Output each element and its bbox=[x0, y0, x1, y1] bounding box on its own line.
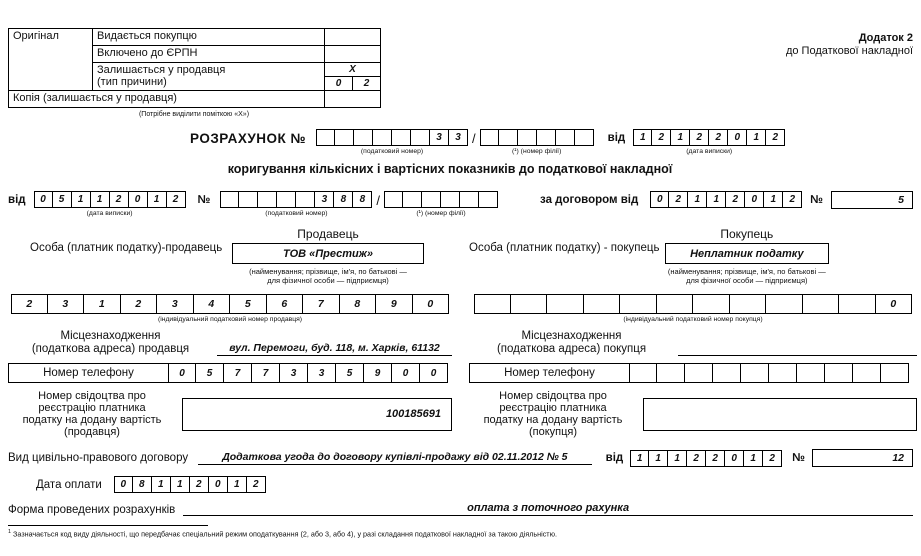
grid-cell[interactable]: 2 bbox=[121, 294, 158, 314]
grid-cell[interactable] bbox=[741, 363, 769, 383]
title-from-label: від bbox=[607, 132, 626, 144]
grid-cell[interactable]: 1 bbox=[72, 191, 91, 208]
contract-type-value[interactable]: Додаткова угода до договору купівлі-продажу від 02.11.2012 № 5 bbox=[198, 451, 592, 465]
grid-cell[interactable]: 1 bbox=[84, 294, 121, 314]
grid-cell[interactable]: 2 bbox=[690, 129, 709, 146]
grid-cell[interactable]: 2 bbox=[709, 129, 728, 146]
grid-cell[interactable]: 8 bbox=[133, 476, 152, 493]
grid-cell[interactable] bbox=[277, 191, 296, 208]
grid-cell[interactable] bbox=[657, 294, 694, 314]
grid-cell[interactable]: 2 bbox=[726, 191, 745, 208]
grid-cell[interactable]: 0 bbox=[876, 294, 913, 314]
grid-cell[interactable]: 1 bbox=[668, 450, 687, 467]
grid-cell[interactable] bbox=[479, 191, 498, 208]
grid-cell[interactable]: 0 bbox=[129, 191, 148, 208]
buyer-cert-box[interactable] bbox=[643, 398, 917, 431]
grid-cell[interactable]: 0 bbox=[209, 476, 228, 493]
settlement-row bbox=[8, 502, 913, 516]
seller-cert-label: Номер свідоцтва про реєстрацію платника податку на додану вартість (продавця) bbox=[22, 390, 162, 438]
grid-cell[interactable] bbox=[657, 363, 685, 383]
copy-label: Копія (залишається у продавця) bbox=[9, 91, 325, 108]
grid-cell[interactable] bbox=[316, 129, 335, 146]
grid-cell[interactable]: 2 bbox=[167, 191, 186, 208]
title-date-grid bbox=[633, 129, 785, 146]
ref-branch-group bbox=[384, 191, 498, 217]
grid-cell[interactable]: 3 bbox=[308, 363, 336, 383]
grid-cell[interactable]: 1 bbox=[688, 191, 707, 208]
title-row bbox=[190, 129, 921, 155]
grid-cell[interactable] bbox=[460, 191, 479, 208]
grid-cell[interactable] bbox=[853, 363, 881, 383]
form-title: РОЗРАХУНОК № bbox=[190, 131, 307, 146]
title-tax-number-group bbox=[316, 129, 468, 155]
grid-cell[interactable]: 1 bbox=[671, 129, 690, 146]
grid-cell[interactable] bbox=[730, 294, 767, 314]
title-branch-grid bbox=[480, 129, 594, 146]
grid-cell[interactable] bbox=[693, 294, 730, 314]
footnote bbox=[8, 525, 913, 538]
grid-cell[interactable] bbox=[480, 129, 499, 146]
grid-cell[interactable]: 2 bbox=[247, 476, 266, 493]
seller-address-value[interactable]: вул. Перемоги, буд. 118, м. Харків, 61132 bbox=[217, 342, 452, 356]
appendix-header bbox=[786, 32, 913, 58]
footnote-marker: 1 bbox=[8, 529, 12, 535]
buyer-phone-row bbox=[469, 363, 917, 383]
buyer-phone-label: Номер телефону bbox=[469, 363, 629, 383]
buyer-name-caption: (найменування; прізвище, ім'я, по батькові — для фізичної особи — підприємця) bbox=[667, 267, 826, 285]
grid-cell[interactable]: 3 bbox=[48, 294, 85, 314]
buyer-name-box[interactable]: Неплатник податку bbox=[665, 243, 829, 264]
grid-cell[interactable] bbox=[296, 191, 315, 208]
seller-name-box[interactable]: ТОВ «Престиж» bbox=[232, 243, 424, 264]
seller-phone-grid bbox=[168, 363, 448, 383]
grid-cell[interactable]: 1 bbox=[228, 476, 247, 493]
contract-date-from-label: від bbox=[605, 452, 624, 464]
contract-agreement-number-label: № bbox=[792, 452, 806, 464]
ref-branch-grid bbox=[384, 191, 498, 208]
reason-type-digit-2[interactable]: 2 bbox=[353, 77, 381, 91]
grid-cell[interactable]: 2 bbox=[110, 191, 129, 208]
seller-name-caption: (найменування; прізвище, ім'я, по батькові — для фізичної особи — підприємця) bbox=[249, 267, 407, 285]
ref-date-group bbox=[34, 191, 186, 217]
original-copy-table bbox=[8, 28, 381, 108]
grid-cell[interactable] bbox=[584, 294, 621, 314]
remains-with-seller-label: Залишається у продавця (тип причини) bbox=[93, 63, 325, 91]
seller-phone-label: Номер телефону bbox=[8, 363, 168, 383]
settlement-value[interactable]: оплата з поточного рахунка bbox=[183, 502, 913, 516]
contract-agreement-date-grid bbox=[630, 450, 782, 467]
seller-name-group bbox=[232, 227, 424, 285]
grid-cell[interactable]: 1 bbox=[747, 129, 766, 146]
seller-header: Продавець bbox=[297, 227, 359, 241]
grid-cell[interactable] bbox=[373, 129, 392, 146]
grid-cell[interactable] bbox=[537, 129, 556, 146]
grid-cell[interactable]: 0 bbox=[725, 450, 744, 467]
contract-type-row bbox=[8, 449, 913, 467]
seller-tax-id-caption: (індивідуальний податковий номер продавця) bbox=[157, 316, 303, 323]
buyer-name-group bbox=[665, 227, 829, 285]
grid-cell[interactable]: 2 bbox=[687, 450, 706, 467]
contract-number-label: № bbox=[810, 194, 824, 206]
tax-adjustment-form bbox=[0, 28, 921, 556]
grid-cell[interactable]: 8 bbox=[340, 294, 377, 314]
title-slash: / bbox=[472, 131, 476, 146]
grid-cell[interactable]: 1 bbox=[171, 476, 190, 493]
grid-cell[interactable]: 3 bbox=[280, 363, 308, 383]
buyer-address-value[interactable] bbox=[678, 342, 917, 356]
buyer-address-label: Місцезнаходження (податкова адреса) покупця bbox=[496, 330, 647, 355]
grid-cell[interactable] bbox=[825, 363, 853, 383]
footnote-text: $^1$ Зазначається код виду діяльності, що передбачає спеціальний режим оподаткування (2, або 3, або 4), у разі складання податкової накладної за такою діяльністю. bbox=[8, 529, 557, 539]
grid-cell[interactable]: 0 bbox=[420, 363, 448, 383]
grid-cell[interactable]: 2 bbox=[11, 294, 48, 314]
ref-date-grid bbox=[34, 191, 186, 208]
remains-with-seller-mark[interactable]: X bbox=[325, 63, 381, 77]
grid-cell[interactable]: 0 bbox=[392, 363, 420, 383]
grid-cell[interactable]: 2 bbox=[706, 450, 725, 467]
buyer-phone-grid bbox=[629, 363, 909, 383]
buyer-cert-row bbox=[469, 390, 917, 438]
grid-cell[interactable]: 1 bbox=[91, 191, 110, 208]
grid-cell[interactable] bbox=[575, 129, 594, 146]
grid-cell[interactable] bbox=[685, 363, 713, 383]
grid-cell[interactable] bbox=[474, 294, 511, 314]
grid-cell[interactable]: 1 bbox=[152, 476, 171, 493]
grid-cell[interactable] bbox=[422, 191, 441, 208]
grid-cell[interactable] bbox=[547, 294, 584, 314]
appendix-title: Додаток 2 bbox=[858, 32, 913, 44]
title-date-group bbox=[633, 129, 785, 155]
grid-cell[interactable]: 3 bbox=[157, 294, 194, 314]
grid-cell[interactable]: 3 bbox=[315, 191, 334, 208]
issued-to-buyer-checkbox[interactable] bbox=[325, 29, 381, 46]
buyer-tax-id-grid bbox=[474, 294, 912, 314]
buyer-tax-id-group bbox=[469, 294, 917, 323]
grid-cell[interactable]: 0 bbox=[34, 191, 53, 208]
grid-cell[interactable]: 5 bbox=[196, 363, 224, 383]
grid-cell[interactable]: 9 bbox=[364, 363, 392, 383]
grid-cell[interactable]: 1 bbox=[707, 191, 726, 208]
issued-to-buyer-label: Видається покупцю bbox=[93, 29, 325, 46]
grid-cell[interactable]: 7 bbox=[252, 363, 280, 383]
original-label: Оригінал bbox=[9, 29, 93, 91]
seller-cert-row bbox=[8, 390, 452, 438]
grid-cell[interactable] bbox=[839, 294, 876, 314]
grid-cell[interactable] bbox=[518, 129, 537, 146]
grid-cell[interactable] bbox=[629, 363, 657, 383]
ref-number-grid bbox=[220, 191, 372, 208]
grid-cell[interactable]: 9 bbox=[376, 294, 413, 314]
grid-cell[interactable] bbox=[441, 191, 460, 208]
grid-cell[interactable]: 7 bbox=[303, 294, 340, 314]
grid-cell[interactable]: 4 bbox=[194, 294, 231, 314]
seller-column bbox=[8, 227, 452, 438]
copy-checkbox[interactable] bbox=[325, 91, 381, 108]
settlement-label: Форма проведених розрахунків bbox=[8, 504, 176, 516]
seller-phone-row bbox=[8, 363, 452, 383]
title-date-caption: (дата виписки) bbox=[686, 148, 733, 155]
grid-cell[interactable]: 1 bbox=[633, 129, 652, 146]
buyer-column bbox=[469, 227, 917, 438]
grid-cell[interactable] bbox=[766, 294, 803, 314]
grid-cell[interactable]: 1 bbox=[649, 450, 668, 467]
grid-cell[interactable]: 2 bbox=[766, 129, 785, 146]
grid-cell[interactable] bbox=[556, 129, 575, 146]
payment-date-row bbox=[36, 476, 913, 493]
title-tax-number-grid bbox=[316, 129, 468, 146]
seller-address-row bbox=[8, 330, 452, 356]
grid-cell[interactable] bbox=[258, 191, 277, 208]
included-erpn-label: Включено до ЄРПН bbox=[93, 46, 325, 63]
grid-cell[interactable]: 1 bbox=[148, 191, 167, 208]
grid-cell[interactable] bbox=[220, 191, 239, 208]
grid-cell[interactable]: 2 bbox=[669, 191, 688, 208]
payment-date-grid bbox=[114, 476, 266, 493]
mark-note: (Потрібне виділити поміткою «Х») bbox=[138, 111, 250, 118]
grid-cell[interactable]: 8 bbox=[353, 191, 372, 208]
grid-cell[interactable]: 2 bbox=[783, 191, 802, 208]
seller-tax-id-group bbox=[8, 294, 452, 323]
contract-agreement-number-box[interactable]: 12 bbox=[812, 449, 913, 467]
grid-cell[interactable]: 1 bbox=[744, 450, 763, 467]
grid-cell[interactable] bbox=[354, 129, 373, 146]
grid-cell[interactable] bbox=[384, 191, 403, 208]
grid-cell[interactable]: 0 bbox=[413, 294, 450, 314]
contract-from-label: за договором від bbox=[540, 194, 639, 206]
grid-cell[interactable] bbox=[392, 129, 411, 146]
contract-type-label: Вид цивільно-правового договору bbox=[8, 452, 189, 464]
buyer-tax-id-caption: (індивідуальний податковий номер покупця) bbox=[623, 316, 763, 323]
reason-type-digit-1[interactable]: 0 bbox=[325, 77, 353, 91]
grid-cell[interactable] bbox=[881, 363, 909, 383]
form-subtitle: коригування кількісних і вартісних показників до податкової накладної bbox=[227, 162, 673, 176]
grid-cell[interactable]: 0 bbox=[650, 191, 669, 208]
grid-cell[interactable]: 1 bbox=[764, 191, 783, 208]
seller-cert-box[interactable]: 100185691 bbox=[182, 398, 452, 431]
ref-number-caption: (податковий номер) bbox=[265, 210, 328, 217]
grid-cell[interactable]: 8 bbox=[334, 191, 353, 208]
seller-person-label: Особа (платник податку)-продавець bbox=[30, 242, 223, 254]
grid-cell[interactable]: 2 bbox=[763, 450, 782, 467]
payment-date-label: Дата оплати bbox=[36, 478, 102, 491]
grid-cell[interactable] bbox=[499, 129, 518, 146]
grid-cell[interactable] bbox=[411, 129, 430, 146]
grid-cell[interactable]: 2 bbox=[652, 129, 671, 146]
grid-cell[interactable]: 0 bbox=[745, 191, 764, 208]
footnote-divider bbox=[8, 525, 208, 526]
ref-slash: / bbox=[376, 193, 381, 208]
included-erpn-checkbox[interactable] bbox=[325, 46, 381, 63]
grid-cell[interactable] bbox=[797, 363, 825, 383]
grid-cell[interactable]: 5 bbox=[53, 191, 72, 208]
title-tax-number-caption: (податковий номер) bbox=[360, 148, 424, 155]
ref-branch-caption: (¹) (номер філії) bbox=[416, 210, 466, 217]
buyer-address-row bbox=[469, 330, 917, 356]
grid-cell[interactable] bbox=[713, 363, 741, 383]
grid-cell[interactable]: 1 bbox=[630, 450, 649, 467]
ref-number-label: № bbox=[197, 194, 211, 206]
title-branch-group bbox=[480, 129, 594, 155]
invoice-reference-row bbox=[8, 191, 913, 217]
ref-from-label: від bbox=[8, 194, 26, 206]
grid-cell[interactable]: 2 bbox=[190, 476, 209, 493]
buyer-person-label: Особа (платник податку) - покупець bbox=[469, 242, 660, 254]
buyer-cert-label: Номер свідоцтва про реєстрацію платника податку на додану вартість (покупця) bbox=[483, 390, 623, 438]
ref-number-group bbox=[220, 191, 372, 217]
grid-cell[interactable]: 7 bbox=[224, 363, 252, 383]
title-branch-caption: (¹) (номер філії) bbox=[512, 148, 562, 155]
seller-address-label: Місцезнаходження (податкова адреса) продавця bbox=[31, 330, 190, 355]
ref-date-caption: (дата виписки) bbox=[86, 210, 133, 217]
grid-cell[interactable] bbox=[803, 294, 840, 314]
grid-cell[interactable] bbox=[239, 191, 258, 208]
grid-cell[interactable]: 3 bbox=[449, 129, 468, 146]
grid-cell[interactable]: 0 bbox=[168, 363, 196, 383]
contract-date-grid bbox=[650, 191, 802, 208]
buyer-header: Покупець bbox=[720, 227, 774, 241]
grid-cell[interactable] bbox=[403, 191, 422, 208]
grid-cell[interactable]: 6 bbox=[267, 294, 304, 314]
seller-tax-id-grid bbox=[11, 294, 449, 314]
grid-cell[interactable] bbox=[620, 294, 657, 314]
parties-section bbox=[8, 227, 913, 438]
grid-cell[interactable] bbox=[769, 363, 797, 383]
grid-cell[interactable]: 0 bbox=[114, 476, 133, 493]
contract-number-box[interactable]: 5 bbox=[831, 191, 913, 209]
grid-cell[interactable]: 0 bbox=[728, 129, 747, 146]
grid-cell[interactable] bbox=[511, 294, 548, 314]
grid-cell[interactable]: 5 bbox=[336, 363, 364, 383]
grid-cell[interactable]: 5 bbox=[230, 294, 267, 314]
grid-cell[interactable]: 3 bbox=[430, 129, 449, 146]
appendix-subtitle: до Податкової накладної bbox=[785, 45, 913, 57]
grid-cell[interactable] bbox=[335, 129, 354, 146]
